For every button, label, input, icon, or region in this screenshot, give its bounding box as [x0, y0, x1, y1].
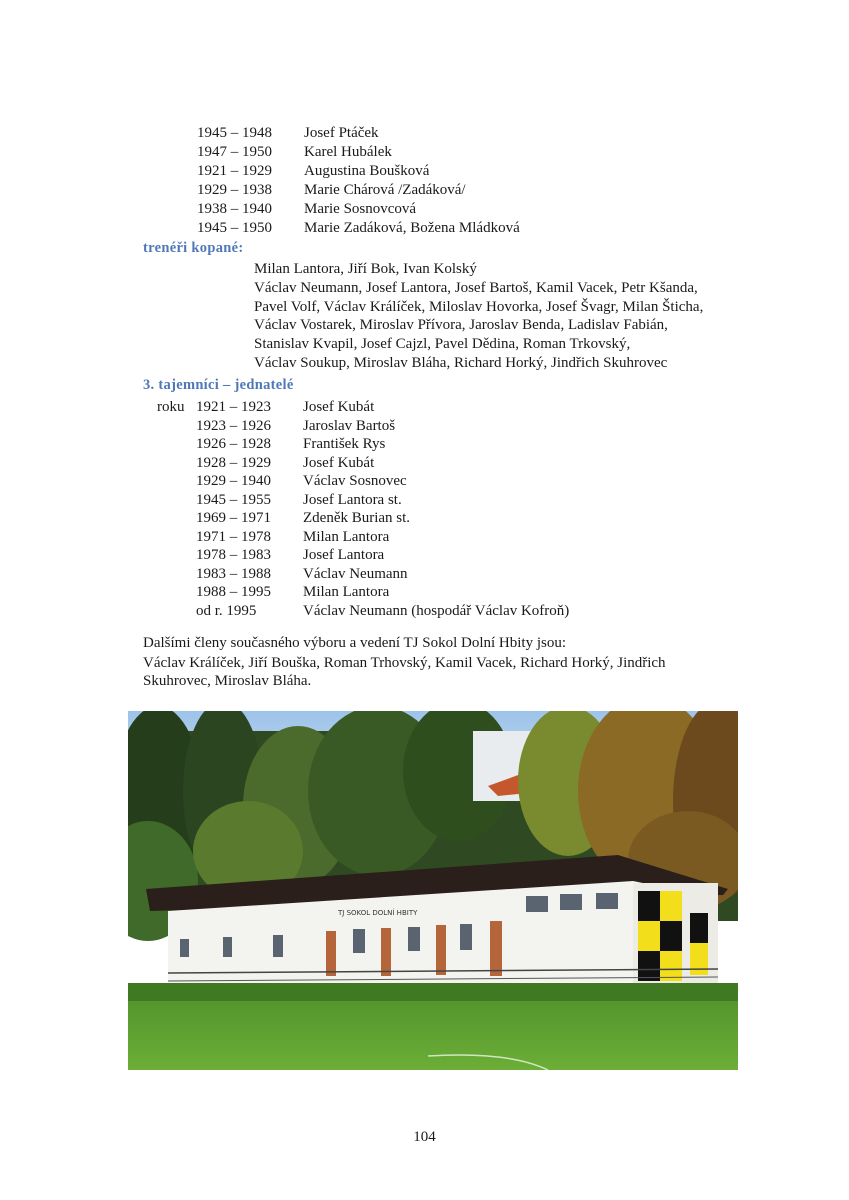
coaches-heading: trenéři kopané:: [143, 240, 244, 256]
coaches-line: Václav Soukup, Miroslav Bláha, Richard Horký, Jindřich Skuhrovec: [254, 355, 668, 371]
person-name: Josef Lantora: [303, 547, 385, 563]
person-name: Augustina Boušková: [304, 163, 430, 179]
person-name: Václav Sosnovec: [303, 473, 407, 489]
person-name: Marie Zadáková, Božena Mládková: [304, 220, 520, 236]
years: 1921 – 1929: [197, 163, 272, 179]
person-name: Jaroslav Bartoš: [303, 417, 396, 434]
years: 1969 – 1971: [196, 510, 271, 526]
years: 1929 – 1938: [197, 182, 272, 198]
person-name: Josef Ptáček: [304, 125, 379, 141]
person-name: Milan Lantora: [303, 528, 390, 545]
page-number: 104: [413, 1129, 436, 1145]
years-prefix: roku: [157, 399, 185, 415]
years: 1945 – 1950: [197, 220, 272, 236]
coaches-line: Václav Vostarek, Miroslav Přívora, Jaroslav Benda, Ladislav Fabián,: [254, 317, 668, 333]
years: 1928 – 1929: [196, 454, 271, 471]
years: 1923 – 1926: [196, 417, 271, 434]
coaches-line: Pavel Volf, Václav Králíček, Miloslav Hovorka, Josef Švagr, Milan Šticha,: [254, 299, 704, 315]
secretaries-heading: 3. tajemníci – jednatelé: [143, 377, 294, 393]
person-name: Marie Sosnovcová: [304, 201, 417, 217]
person-name: Václav Neumann (hospodář Václav Kofroň): [303, 602, 570, 619]
years: 1988 – 1995: [196, 584, 271, 600]
person-name: Václav Neumann: [303, 565, 408, 582]
person-name: Josef Kubát: [303, 454, 375, 471]
years: 1983 – 1988: [196, 565, 271, 582]
years: 1938 – 1940: [197, 201, 272, 217]
clubhouse-illustration: [128, 711, 738, 1070]
years: 1971 – 1978: [196, 528, 271, 545]
person-name: František Rys: [303, 436, 386, 452]
committee-line: Václav Králíček, Jiří Bouška, Roman Trhovský, Kamil Vacek, Richard Horký, Jindřich: [143, 655, 666, 671]
person-name: Zdeněk Burian st.: [303, 510, 411, 526]
years: 1947 – 1950: [197, 144, 272, 160]
person-name: Josef Lantora st.: [303, 491, 402, 508]
person-name: Karel Hubálek: [304, 144, 392, 160]
years: od r. 1995: [196, 602, 257, 619]
years: 1978 – 1983: [196, 547, 271, 563]
clubhouse-photo: [128, 711, 738, 1070]
years: 1921 – 1923: [196, 399, 271, 415]
committee-line: Skuhrovec, Miroslav Bláha.: [143, 673, 312, 689]
coaches-line: Stanislav Kvapil, Josef Cajzl, Pavel Dědina, Roman Trkovský,: [254, 336, 631, 352]
coaches-line: Milan Lantora, Jiří Bok, Ivan Kolský: [254, 261, 477, 277]
coaches-line: Václav Neumann, Josef Lantora, Josef Bartoš, Kamil Vacek, Petr Kšanda,: [254, 280, 698, 296]
person-name: Josef Kubát: [303, 399, 375, 415]
person-name: Marie Chárová /Zadáková/: [304, 182, 466, 198]
committee-line: Dalšími členy současného výboru a vedení TJ Sokol Dolní Hbity jsou:: [143, 635, 567, 651]
years: 1945 – 1955: [196, 491, 271, 508]
years: 1929 – 1940: [196, 473, 271, 489]
years: 1926 – 1928: [196, 436, 271, 452]
years: 1945 – 1948: [197, 125, 272, 141]
person-name: Milan Lantora: [303, 584, 390, 600]
clubhouse-sign: TJ SOKOL DOLNÍ HBITY: [338, 909, 418, 917]
